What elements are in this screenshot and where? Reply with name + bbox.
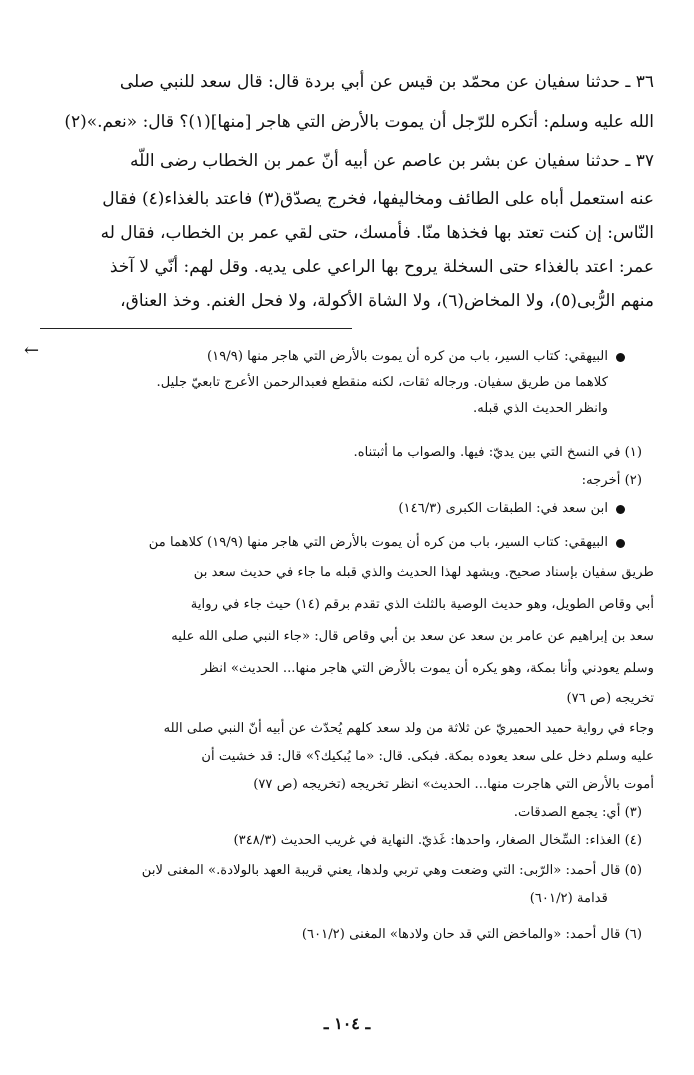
footnote-line: طريق سفيان بإسناد صحيح. ويشهد لهذا الحديث والذي قبله ما جاء في حديث سعد بن — [193, 565, 654, 580]
bullet-icon — [616, 539, 625, 548]
footnote-line: سعد بن إبراهيم عن عامر بن سعد عن سعد بن أبي وقاص قال: «جاء النبي صلى الله عليه — [171, 629, 654, 644]
bullet-icon — [616, 353, 625, 362]
main-text-line: منهم الرُّبى(٥)، ولا المخاض(٦)، ولا الشاة الأكولة، ولا فحل الغنم. وخذ العناق، — [120, 291, 654, 311]
footnote-line: (٤) الغذاء: السِّخال الصغار، واحدها: غَذيّ. النهاية في غريب الحديث (٣٤٨/٣) — [233, 833, 642, 848]
footnote-line: البيهقي: كتاب السير، باب من كره أن يموت بالأرض التي هاجر منها (١٩/٩) كلاهما من — [148, 535, 608, 550]
footnote-line: قدامة (٦٠١/٢) — [529, 891, 608, 906]
footnote-line: أموت بالأرض التي هاجرت منها... الحديث» انظر تخريجه (تخريجه (ص ٧٧) — [253, 777, 654, 792]
footnote-line: (٢) أخرجه: — [581, 473, 642, 488]
main-text-line: ٣٧ ـ حدثنا سفيان عن بشر بن عاصم عن أبيه أنّ عمر بن الخطاب رضى اللّه — [130, 151, 654, 171]
main-text-line: ٣٦ ـ حدثنا سفيان عن محمّد بن قيس عن أبي بردة قال: قال سعد للنبي صلى — [119, 72, 654, 92]
footnote-line: البيهقي: كتاب السير، باب من كره أن يموت بالأرض التي هاجر منها (١٩/٩) — [206, 349, 608, 364]
footnote-line: أبي وقاص الطويل، وهو حديث الوصية بالثلث الذي تقدم برقم (١٤) حيث جاء في رواية — [190, 597, 654, 612]
footnote-line: وسلم يعودني وأنا بمكة، وهو يكره أن يموت بالأرض التي هاجر منها... الحديث» انظر — [201, 661, 654, 676]
footnote-line: وجاء في رواية حميد الحميريّ عن ثلاثة من ولد سعد كلهم يُحدّث عن أبيه أنّ النبي صلى الله — [163, 721, 654, 736]
footnote-line: عليه وسلم دخل على سعد يعوده بمكة. فبكى. قال: «ما يُبكيك؟» قال: قد خشيت أن — [201, 749, 654, 764]
main-text-line: عمر: اعتد بالغذاء حتى السخلة يروح بها الراعي على يديه. وقل لهم: أنّي لا آخذ — [109, 257, 654, 277]
footnote-line: (٦) قال أحمد: «والماخض التي قد حان ولادها» المغنى (٦٠١/٢) — [301, 927, 642, 942]
main-text-line: عنه استعمل أباه على الطائف ومخاليفها، فخرج يصدّق(٣) فاعتد بالغذاء(٤) فقال — [102, 189, 654, 209]
main-text-line: الله عليه وسلم: أتكره للرّجل أن يموت بالأرض التي هاجر [منها](١)؟ قال: «نعم.»(٢) — [64, 112, 654, 132]
footnote-line: (٣) أي: يجمع الصدقات. — [513, 805, 642, 820]
main-text-line: النّاس: إن كنت تعتد بها فخذها منّا. فأمسك، حتى لقي عمر بن الخطاب، فقال له — [100, 223, 654, 243]
footnote-line: كلاهما من طريق سفيان. ورجاله ثقات، لكنه منقطع فعبدالرحمن الأعرج تابعيّ جليل. — [156, 375, 608, 390]
footnote-line: تخريجه (ص ٧٦) — [566, 691, 654, 706]
footnote-line: (١) في النسخ التي بين يديّ: فيها. والصواب ما أثبتناه. — [353, 445, 642, 460]
bullet-icon — [616, 505, 625, 514]
margin-arrow-icon: ← — [24, 340, 40, 361]
page-number: ـ ١٠٤ ـ — [323, 1014, 371, 1033]
footnote-line: (٥) قال أحمد: «الرّبى: التي وضعت وهي تربي ولدها، يعني قريبة العهد بالولادة.» المغنى لابن — [141, 863, 642, 878]
footnote-divider — [40, 328, 352, 329]
footnote-line: ابن سعد في: الطبقات الكبرى (١٤٦/٣) — [398, 501, 608, 516]
footnote-line: وانظر الحديث الذي قبله. — [473, 401, 608, 416]
